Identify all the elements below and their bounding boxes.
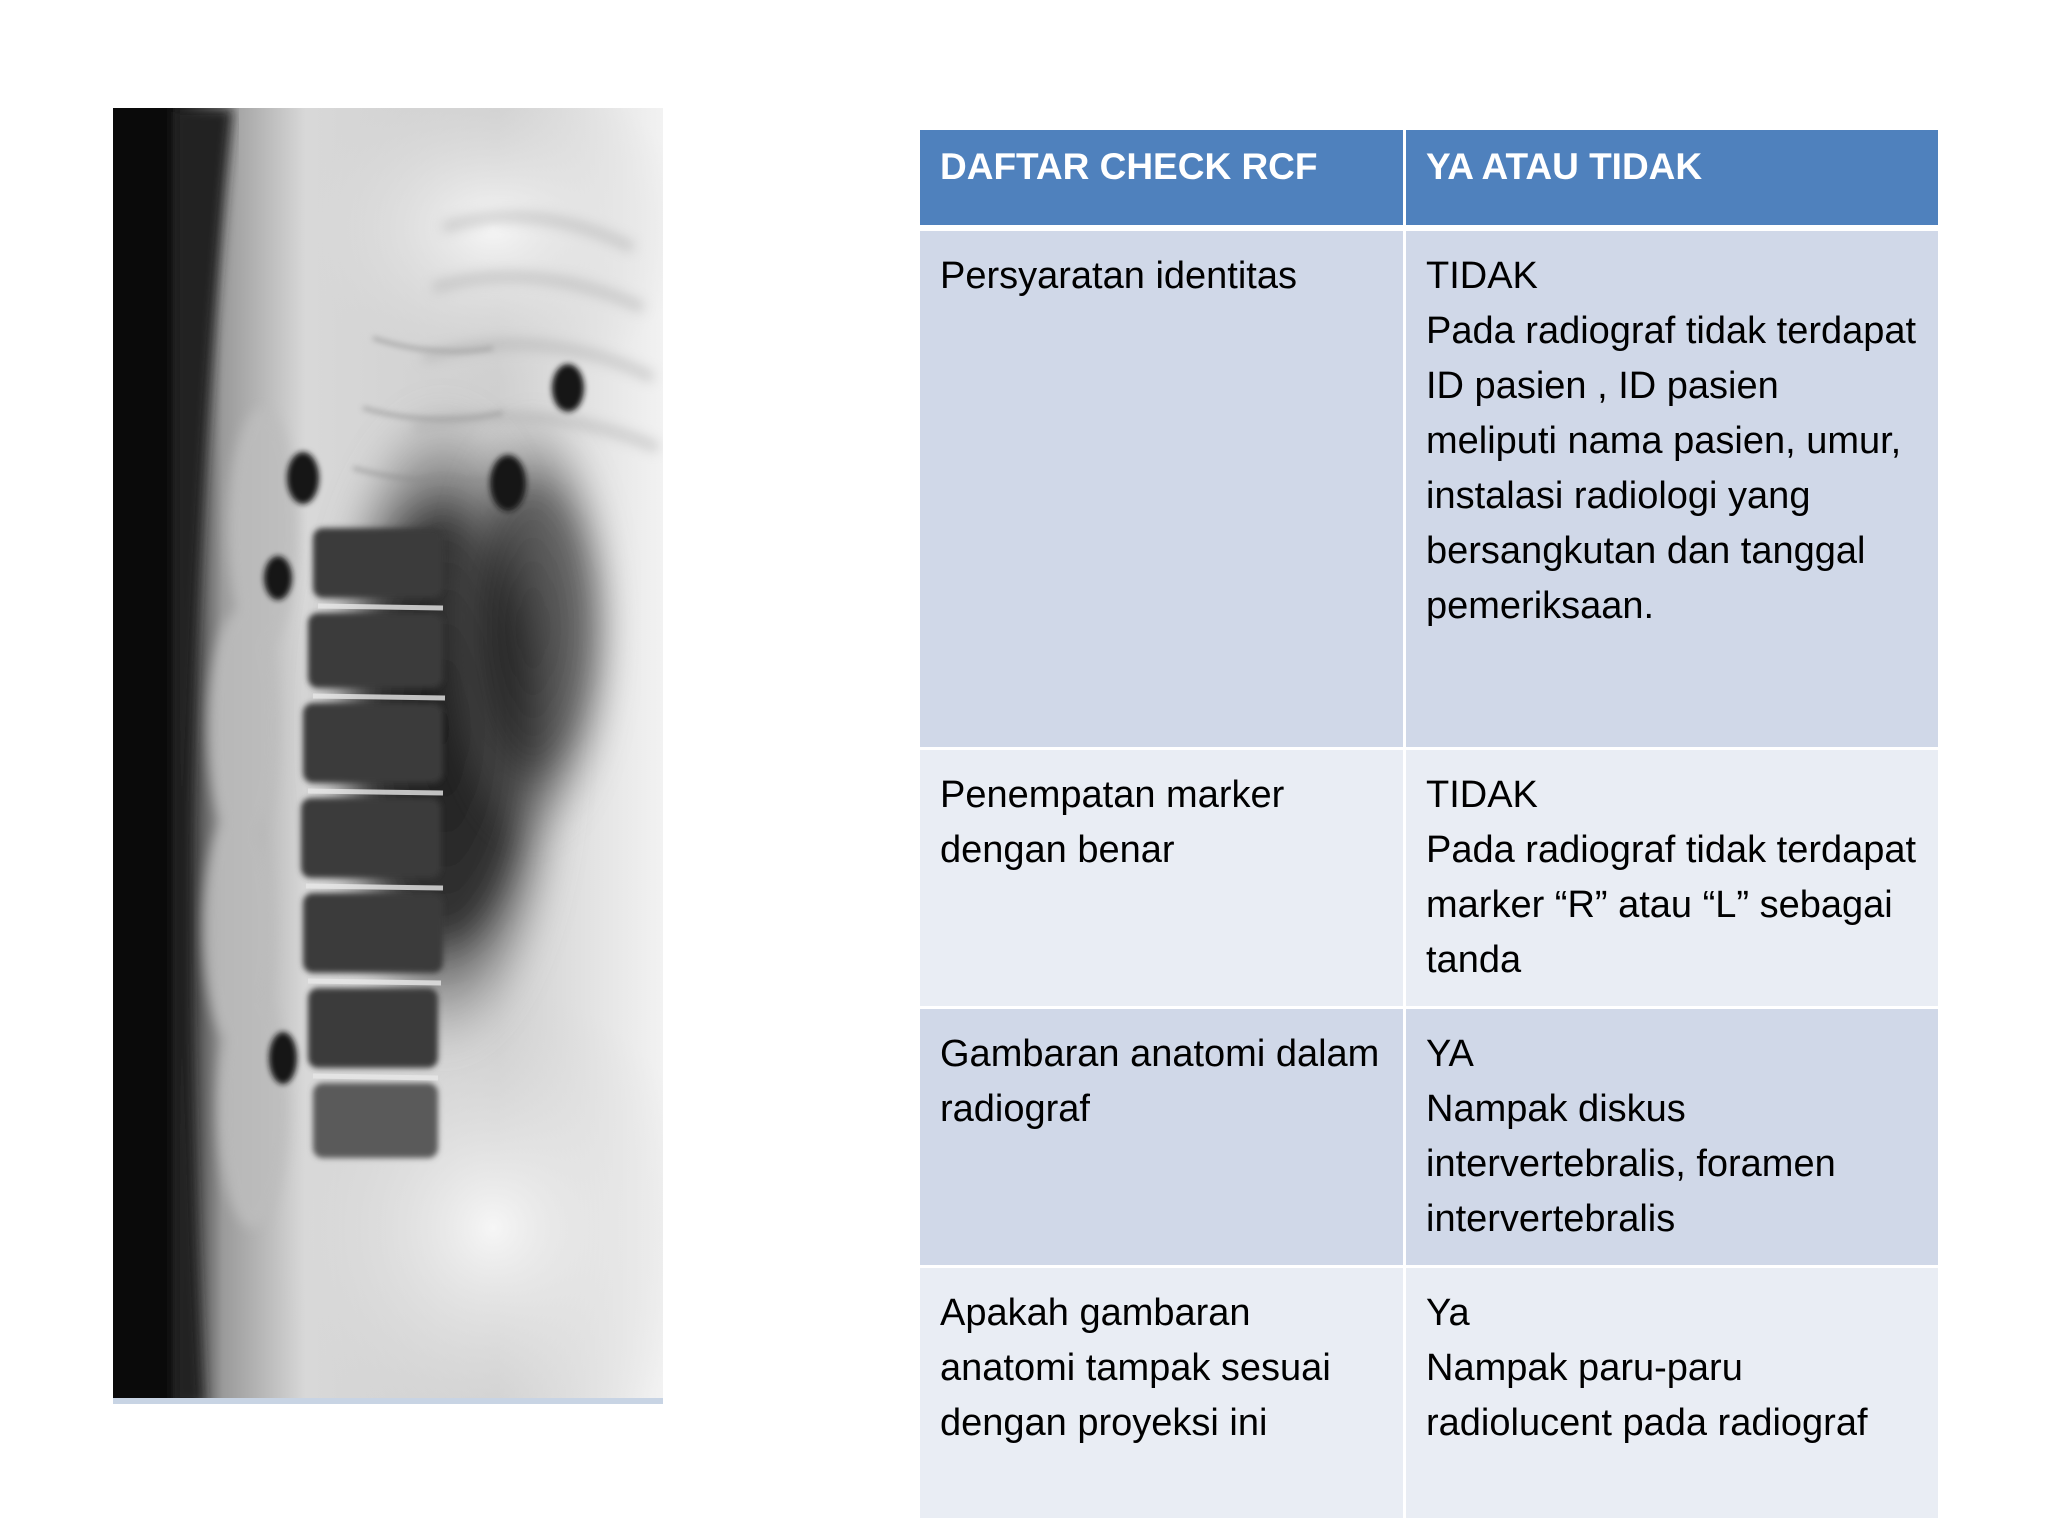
result-status: YA [1426, 1033, 1474, 1075]
table-header-row [920, 130, 1938, 231]
criterion-cell: Apakah gambaran anatomi tampak sesuai dengan proyeksi ini [920, 1268, 1403, 1521]
table-row [920, 1009, 1938, 1268]
criterion-cell: Gambaran anatomi dalam radiograf [920, 1009, 1403, 1268]
result-cell [1403, 231, 1938, 750]
table-row [920, 1268, 1938, 1521]
xray-image [113, 108, 663, 1404]
result-status: Ya [1426, 1292, 1470, 1334]
header-yes-no: YA ATAU TIDAK [1403, 130, 1938, 231]
criterion-cell: Penempatan marker dengan benar [920, 750, 1403, 1009]
result-description: Nampak diskus intervertebralis, foramen intervertebralis [1426, 1088, 1836, 1240]
result-status: TIDAK [1426, 774, 1538, 816]
table-row [920, 231, 1938, 750]
criterion-cell: Persyaratan identitas [920, 231, 1403, 750]
rcf-checklist-table [920, 130, 1938, 1521]
result-description: Nampak paru-paru radiolucent pada radiograf [1426, 1347, 1868, 1444]
result-description: Pada radiograf tidak terdapat ID pasien , ID pasien meliputi nama pasien, umur, instalasi radiologi yang bersangkutan dan tanggal pemeriksaan. [1426, 310, 1917, 627]
result-status: TIDAK [1426, 255, 1538, 297]
result-cell [1403, 1009, 1938, 1268]
header-checklist: DAFTAR CHECK RCF [920, 130, 1403, 231]
result-description: Pada radiograf tidak terdapat marker “R” atau “L” sebagai tanda [1426, 829, 1917, 981]
result-cell [1403, 750, 1938, 1009]
result-cell [1403, 1268, 1938, 1521]
table-row [920, 750, 1938, 1009]
